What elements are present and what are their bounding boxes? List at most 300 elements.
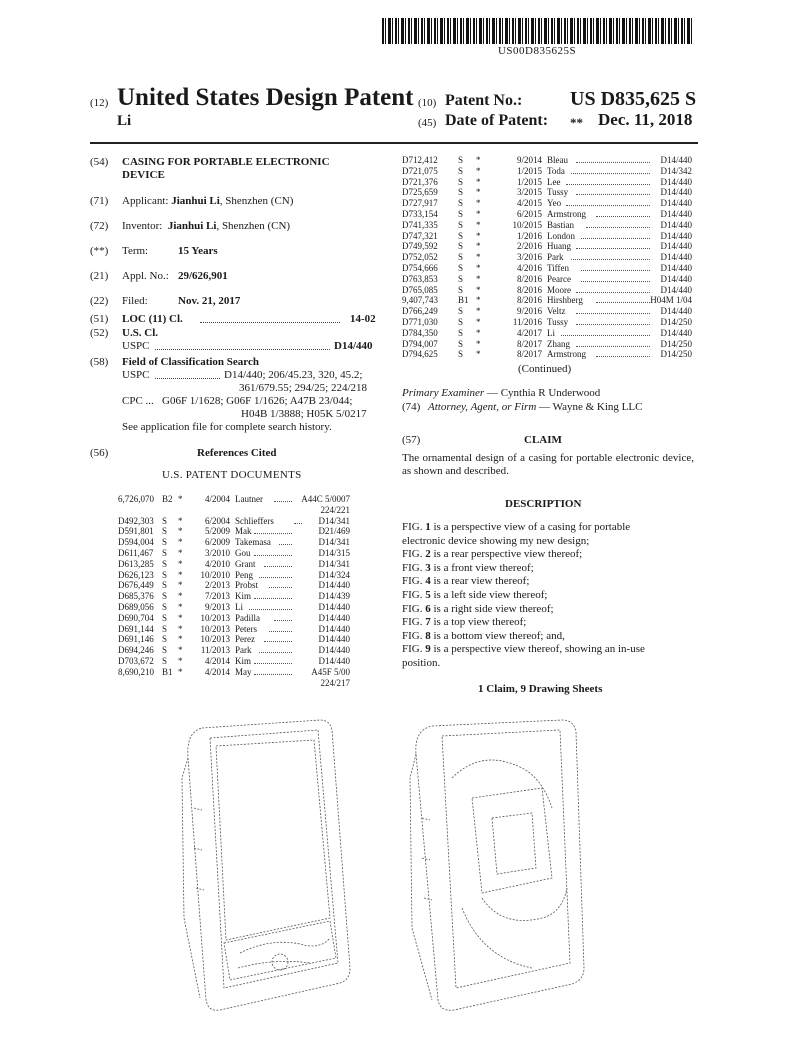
reference-leader [576,155,650,163]
patent-number: US D835,625 S [570,88,697,110]
uspc-leader [155,342,330,350]
description-line [402,548,694,562]
reference-leader [249,602,292,610]
reference-s: * [178,634,183,645]
reference-leader [254,548,292,556]
reference-s: * [476,252,481,263]
reference-k: S [162,612,168,623]
reference-row [402,328,692,339]
reference-n: Takemasa [235,537,271,548]
inventor-surname: Li [117,113,132,129]
examiner-name: — Cynthia R Underwood [484,387,601,399]
description-fig-text: is a top view thereof; [430,616,527,629]
reference-row [402,317,692,328]
reference-d: 6/2015 [516,208,542,219]
reference-s: * [178,580,183,591]
reference-d: 8/2016 [516,295,542,306]
claims-sheets: 1 Claim, 9 Drawing Sheets [478,683,603,695]
reference-n: May [235,666,252,677]
reference-n: Zhang [547,338,570,349]
reference-row [402,166,692,177]
reference-row [118,645,350,656]
reference-leader [254,591,292,599]
reference-row [402,198,692,209]
description-fig-text: is a right side view thereof; [430,602,554,615]
reference-leader [254,526,292,534]
reference-no: D685,376 [118,591,154,602]
field-uspc-line2: 361/679.55; 294/25; 224/218 [239,382,368,394]
reference-leader [571,166,650,174]
reference-d: 10/2015 [512,219,542,230]
reference-s: * [476,155,481,165]
reference-n: Huang [547,241,571,252]
reference-row [402,252,692,263]
date-label: Date of Patent: [445,112,549,129]
reference-leader [561,328,650,336]
reference-s: * [178,569,183,580]
reference-no: D626,123 [118,569,154,580]
reference-n: Armstrong [547,208,586,219]
reference-n: Lautner [235,494,263,504]
reference-no: D741,335 [402,219,438,230]
reference-c: D21/469 [318,526,350,537]
reference-d: 4/2014 [204,655,230,666]
description-fig-prefix: FIG. [402,643,426,656]
reference-s: * [476,187,481,198]
description-line [402,603,694,617]
reference-d: 11/2013 [200,645,230,656]
description-fig-number: 6 [425,602,431,615]
reference-d: 4/2014 [204,666,230,677]
description-fig-text: is a bottom view thereof; and, [430,629,565,642]
reference-k: B1 [458,295,469,306]
reference-k: S [162,547,168,558]
reference-s: * [178,645,183,656]
reference-leader [254,667,292,675]
reference-k: S [458,316,464,327]
reference-n: Bleau [547,155,568,165]
patent-no-label: Patent No.: [445,92,523,109]
inventor-location: , Shenzhen (CN) [216,220,291,232]
reference-no: D492,303 [118,515,154,526]
reference-d: 10/2013 [200,634,230,645]
reference-c: D14/341 [318,558,350,569]
reference-d: 9/2014 [516,155,542,165]
patent-date: Dec. 11, 2018 [598,110,693,129]
us-patent-docs-label: U.S. PATENT DOCUMENTS [162,469,302,481]
description-fig-prefix: FIG. [402,588,426,601]
inventor [122,220,290,233]
reference-no: D691,144 [118,623,154,634]
reference-no: D676,449 [118,580,154,591]
reference-leader [581,231,650,239]
reference-s: * [178,526,183,537]
reference-s: * [476,306,481,317]
reference-c: D14/324 [318,569,350,580]
reference-s: * [476,165,481,176]
reference-n: Li [547,327,555,338]
reference-c: D14/440 [660,273,692,284]
applicant-location: , Shenzhen (CN) [219,195,294,207]
reference-leader [596,349,650,357]
reference-k: S [458,349,464,360]
code-51: (51) [90,313,109,325]
figure-rear-perspective [402,718,592,1018]
claim-title: CLAIM [524,434,562,446]
field-note: See application file for complete search history. [122,421,332,433]
code-22: (22) [90,295,109,307]
reference-d: 11/2016 [512,316,542,327]
reference-d: 3/2015 [516,187,542,198]
description-fig-number: 9 [425,643,431,656]
code-21: (21) [90,270,109,282]
reference-n: Tussy [547,187,569,198]
term-label: Term: [122,245,149,257]
reference-row [118,570,350,581]
reference-d: 4/2017 [516,327,542,338]
reference-n: Tussy [547,316,569,327]
reference-s: * [178,591,183,602]
reference-k: S [458,284,464,295]
reference-n: Toda [547,165,565,176]
reference-s: * [476,295,481,306]
reference-c: D14/440 [318,634,350,645]
uspc-label: USPC [122,340,150,352]
reference-no: D694,246 [118,645,154,656]
reference-row [402,285,692,296]
reference-row [118,656,350,667]
reference-leader [264,559,292,567]
reference-leader [596,209,650,217]
reference-no: D749,592 [402,241,438,252]
reference-c: D14/440 [660,306,692,317]
reference-n: Hirshberg [547,295,583,306]
reference-k: B2 [162,494,173,504]
reference-c: D14/250 [660,338,692,349]
reference-no: D733,154 [402,208,438,219]
reference-leader [596,295,650,303]
reference-d: 2/2016 [516,241,542,252]
reference-row [118,624,350,635]
reference-s: * [178,612,183,623]
reference-c: D14/440 [660,241,692,252]
reference-k: S [162,591,168,602]
reference-s: * [178,547,183,558]
description-fig-text: is a front view thereof; [430,561,534,574]
reference-c: D14/440 [660,219,692,230]
inventor-label: Inventor: [122,220,163,232]
reference-k: S [162,580,168,591]
description-fig-number: 3 [425,561,431,574]
field-cpc-label: CPC ... [122,395,154,407]
code-term: (**) [90,245,109,257]
reference-d: 1/2015 [516,176,542,187]
reference-d: 4/2015 [516,198,542,209]
description-fig-number: 7 [425,616,431,629]
primary-examiner [402,387,600,400]
reference-k: S [458,187,464,198]
reference-c: A44C 5/0007 [301,494,350,504]
references-table-right [402,155,692,360]
reference-d: 10/2013 [200,612,230,623]
reference-no: D611,467 [118,547,154,558]
description-line [402,589,694,603]
code-10: (10) [418,97,437,109]
reference-k: S [458,262,464,273]
reference-d: 1/2016 [516,230,542,241]
description-fig-prefix: FIG. [402,602,426,615]
reference-d: 4/2004 [204,494,230,504]
reference-no: D721,075 [402,165,438,176]
reference-no: D725,659 [402,187,438,198]
reference-row [402,349,692,360]
reference-n: Probst [235,580,259,591]
reference-leader [566,177,650,185]
reference-leader [576,306,650,314]
reference-no: 9,407,743 [402,295,438,306]
reference-row [118,602,350,613]
reference-no: D721,376 [402,176,438,187]
reference-d: 9/2013 [204,601,230,612]
reference-leader [294,516,302,524]
reference-c: D14/440 [660,176,692,187]
code-56: (56) [90,447,109,459]
reference-s: * [476,273,481,284]
reference-c: D14/440 [660,230,692,241]
reference-d: 1/2015 [516,165,542,176]
description-fig-text: position. [402,656,441,669]
reference-c: A45F 5/00 [311,666,350,677]
reference-k: S [162,569,168,580]
filed-value: Nov. 21, 2017 [178,295,241,307]
reference-d: 6/2009 [204,537,230,548]
description-fig-number: 1 [425,521,431,533]
reference-k: S [458,155,464,165]
reference-leader [576,285,650,293]
reference-d: 5/2009 [204,526,230,537]
reference-row [402,220,692,231]
reference-row [402,339,692,350]
reference-n: Armstrong [547,349,586,360]
reference-s: * [178,494,183,504]
reference-k: S [458,208,464,219]
reference-k: S [458,252,464,263]
reference-c: D14/315 [318,547,350,558]
reference-no: D703,672 [118,655,154,666]
reference-k: S [162,515,168,526]
filed-label: Filed: [122,295,148,307]
description-fig-text: is a rear perspective view thereof; [430,548,583,561]
reference-n: Peters [235,623,257,634]
reference-c: D14/440 [318,655,350,666]
reference-n: Grant [235,558,256,569]
reference-n: Li [235,601,243,612]
reference-n: London [547,230,575,241]
reference-n: Park [547,252,564,263]
reference-leader [566,198,650,206]
reference-no: D763,853 [402,273,438,284]
header-rule [90,142,698,144]
reference-c: D14/341 [318,515,350,526]
reference-k: S [458,176,464,187]
references-label: References Cited [197,447,277,459]
reference-n: Lee [547,176,561,187]
reference-c: D14/440 [660,198,692,209]
reference-k: B1 [162,666,173,677]
reference-c: D14/250 [660,316,692,327]
code-71: (71) [90,195,109,207]
description-fig-number: 5 [425,588,431,601]
date-stars: ** [570,115,583,130]
reference-no: D752,052 [402,252,438,263]
reference-c: D14/440 [660,252,692,263]
reference-k: S [458,198,464,209]
reference-c: D14/250 [660,349,692,360]
description-fig-text: is a perspective view of a casing for portable [430,521,631,533]
description-fig-number: 4 [425,575,431,588]
reference-no: D754,666 [402,262,438,273]
reference-row [118,591,350,602]
reference-no: D727,917 [402,198,438,209]
reference-n: Yeo [547,198,562,209]
reference-no: D766,249 [402,306,438,317]
reference-leader [279,537,292,545]
description-fig-text: is a left side view thereof; [430,588,548,601]
description-fig-text: is a rear view thereof; [430,575,530,588]
reference-s: * [476,327,481,338]
reference-row [402,209,692,220]
reference-d: 8/2016 [516,284,542,295]
references-table-left [118,494,350,688]
examiner-label: Primary Examiner [402,387,485,399]
description-fig-prefix: FIG. [402,548,426,561]
uscl-label: U.S. Cl. [122,327,159,339]
reference-c: D14/439 [318,591,350,602]
continued-note: (Continued) [518,363,572,375]
reference-d: 8/2017 [516,338,542,349]
applicant-name: Jianhui Li [171,195,220,207]
reference-k: S [162,645,168,656]
term-value: 15 Years [178,245,218,257]
description-line [402,575,694,589]
appl-label: Appl. No.: [122,270,169,282]
reference-s: * [476,176,481,187]
reference-row [118,494,350,505]
code-54: (54) [90,156,109,168]
appl-value: 29/626,901 [178,270,228,282]
reference-d: 8/2017 [516,349,542,360]
reference-no: D691,146 [118,634,154,645]
description-line [402,657,694,671]
reference-row [402,295,692,306]
reference-row [402,155,692,166]
reference-c: D14/440 [318,623,350,634]
reference-k: S [162,634,168,645]
reference-n: Tiffen [547,262,570,273]
reference-n: Schlieffers [235,515,274,526]
applicant [122,195,293,208]
reference-c: D14/440 [318,612,350,623]
reference-n: Kim [235,591,252,602]
attorney-code: (74) [402,401,421,413]
reference-s: * [476,230,481,241]
reference-leader [269,624,292,632]
reference-s: * [178,666,183,677]
reference-k: S [458,165,464,176]
reference-s: * [476,241,481,252]
reference-row [118,537,350,548]
description-fig-text: electronic device showing my new design; [402,534,590,547]
reference-leader [576,317,650,325]
reference-row [118,634,350,645]
reference-s: * [178,601,183,612]
description-line [402,616,694,630]
description-fig-number: 8 [425,629,431,642]
reference-leader [259,570,292,578]
patent-type-title: United States Design Patent [117,84,414,111]
attorney-name: — Wayne & King LLC [536,401,643,413]
reference-s: * [476,208,481,219]
reference-row [402,241,692,252]
reference-row [118,548,350,559]
reference-s: * [178,655,183,666]
reference-n: Gou [235,547,251,558]
reference-no: D784,350 [402,327,438,338]
code-72: (72) [90,220,109,232]
reference-no: D765,085 [402,284,438,295]
description-fig-prefix: FIG. [402,561,426,574]
reference-leader [264,634,292,642]
reference-row-continuation [118,678,350,689]
reference-k: S [162,537,168,548]
reference-no: 6,726,070 [118,494,154,504]
reference-row [118,516,350,527]
reference-row [402,274,692,285]
reference-s: * [476,262,481,273]
description-title: DESCRIPTION [505,498,582,510]
reference-d: 10/2010 [200,569,230,580]
reference-c: D14/440 [660,284,692,295]
reference-n: Veltz [547,306,566,317]
reference-s: * [476,316,481,327]
uspc-value: D14/440 [334,340,373,352]
reference-s: * [178,623,183,634]
description-fig-prefix: FIG. [402,616,426,629]
field-uspc-label: USPC [122,369,150,381]
barcode-number: US00D835625S [497,45,577,57]
reference-no: D794,625 [402,349,438,360]
reference-leader [576,241,650,249]
description-body [402,521,694,671]
reference-leader [576,187,650,195]
code-45: (45) [418,117,437,129]
field-cpc-line2: H04B 1/3888; H05K 5/0217 [241,408,367,420]
reference-d: 3/2016 [516,252,542,263]
reference-row [402,263,692,274]
reference-class-continuation: 224/217 [320,677,350,688]
reference-n: Park [235,645,252,656]
invention-title-line2: DEVICE [122,169,165,181]
reference-row [402,306,692,317]
reference-c: D14/440 [318,601,350,612]
reference-c: D14/440 [660,208,692,219]
reference-k: S [458,230,464,241]
reference-row [118,526,350,537]
reference-s: * [178,537,183,548]
reference-c: D14/440 [318,580,350,591]
field-uspc-leader [155,371,220,379]
invention-title-line1: CASING FOR PORTABLE ELECTRONIC [122,156,330,168]
